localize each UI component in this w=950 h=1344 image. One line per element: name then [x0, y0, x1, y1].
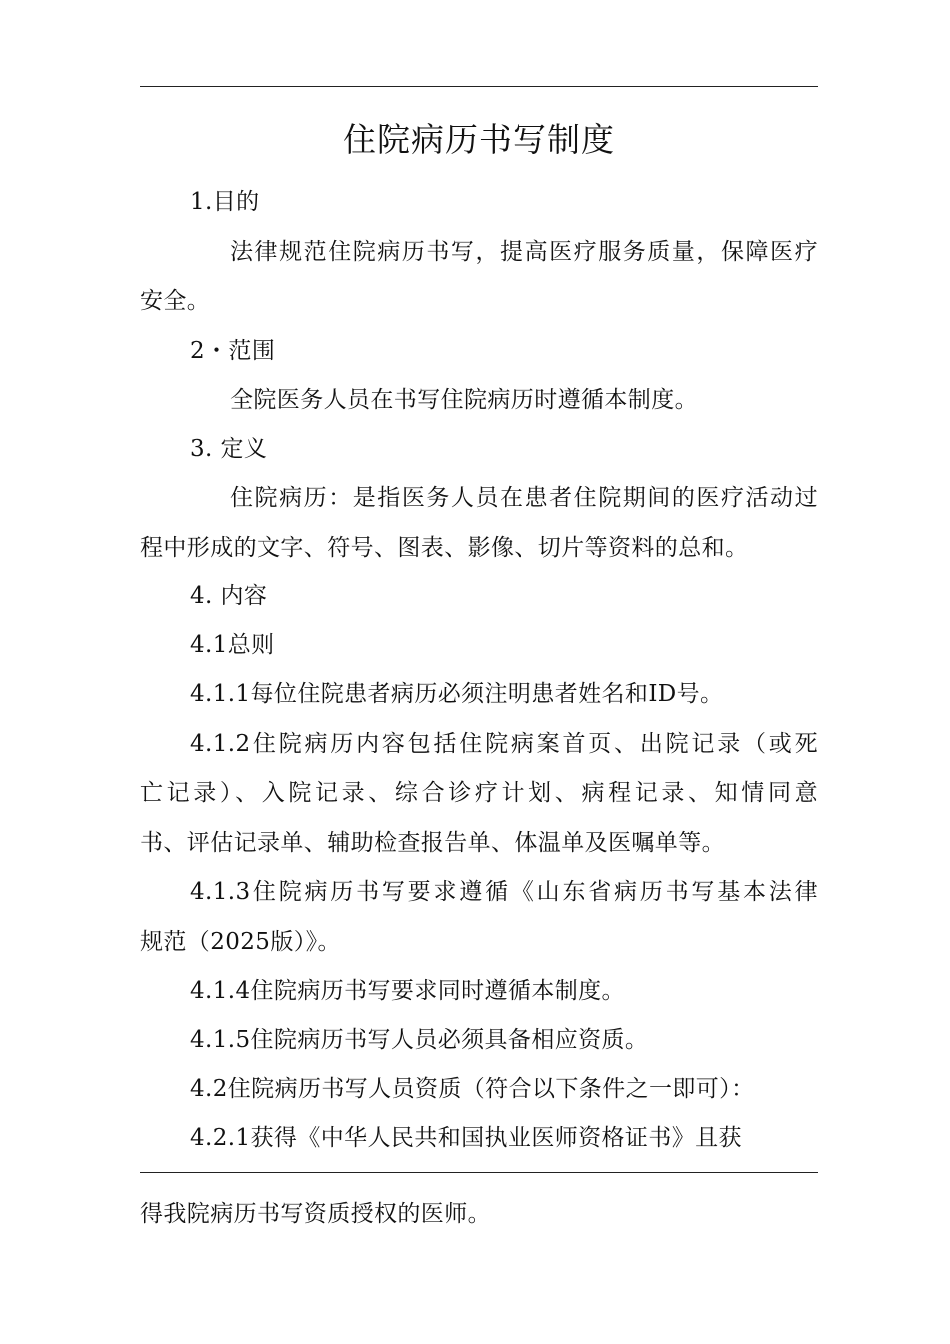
paragraph-line: 全院医务人员在书写住院病历时遵循本制度。: [230, 387, 698, 413]
paragraph-line: 程中形成的文字、符号、图表、影像、切片等资料的总和。: [140, 535, 749, 561]
continuation-line: 得我院病历书写资质授权的医师。: [140, 1201, 491, 1227]
subsection-heading: 4.1总则: [190, 632, 275, 658]
section-heading-content: 4. 内容: [190, 583, 268, 609]
clause-line: 4.1.1每位住院患者病历必须注明患者姓名和ID号。: [190, 681, 724, 707]
paragraph-line: 住院病历：是指医务人员在患者住院期间的医疗活动过: [230, 485, 818, 511]
clause-line: 亡记录）、入院记录、综合诊疗计划、病程记录、知情同意: [140, 780, 818, 806]
section-heading-scope: 2・范围: [190, 338, 276, 364]
clause-line: 4.1.2住院病历内容包括住院病案首页、出院记录（或死: [190, 731, 818, 757]
clause-line: 4.1.4住院病历书写要求同时遵循本制度。: [190, 978, 625, 1004]
section-heading-purpose: 1.目的: [190, 189, 260, 215]
clause-line: 4.1.3住院病历书写要求遵循《山东省病历书写基本法律: [190, 879, 818, 905]
paragraph-line: 安全。: [140, 288, 211, 314]
clause-line: 4.1.5住院病历书写人员必须具备相应资质。: [190, 1027, 649, 1053]
subsection-heading: 4.2住院病历书写人员资质（符合以下条件之一即可）：: [190, 1076, 755, 1102]
page-break-rule: [140, 1172, 818, 1173]
header-rule: [140, 86, 818, 87]
document-title: 住院病历书写制度: [343, 120, 615, 159]
paragraph-line: 法律规范住院病历书写，提高医疗服务质量，保障医疗: [230, 239, 818, 265]
clause-line: 规范（2025版）》。: [140, 929, 341, 955]
clause-line: 书、评估记录单、辅助检查报告单、体温单及医嘱单等。: [140, 830, 725, 856]
clause-line: 4.2.1获得《中华人民共和国执业医师资格证书》且获: [190, 1125, 742, 1151]
section-heading-definition: 3. 定义: [190, 436, 268, 462]
